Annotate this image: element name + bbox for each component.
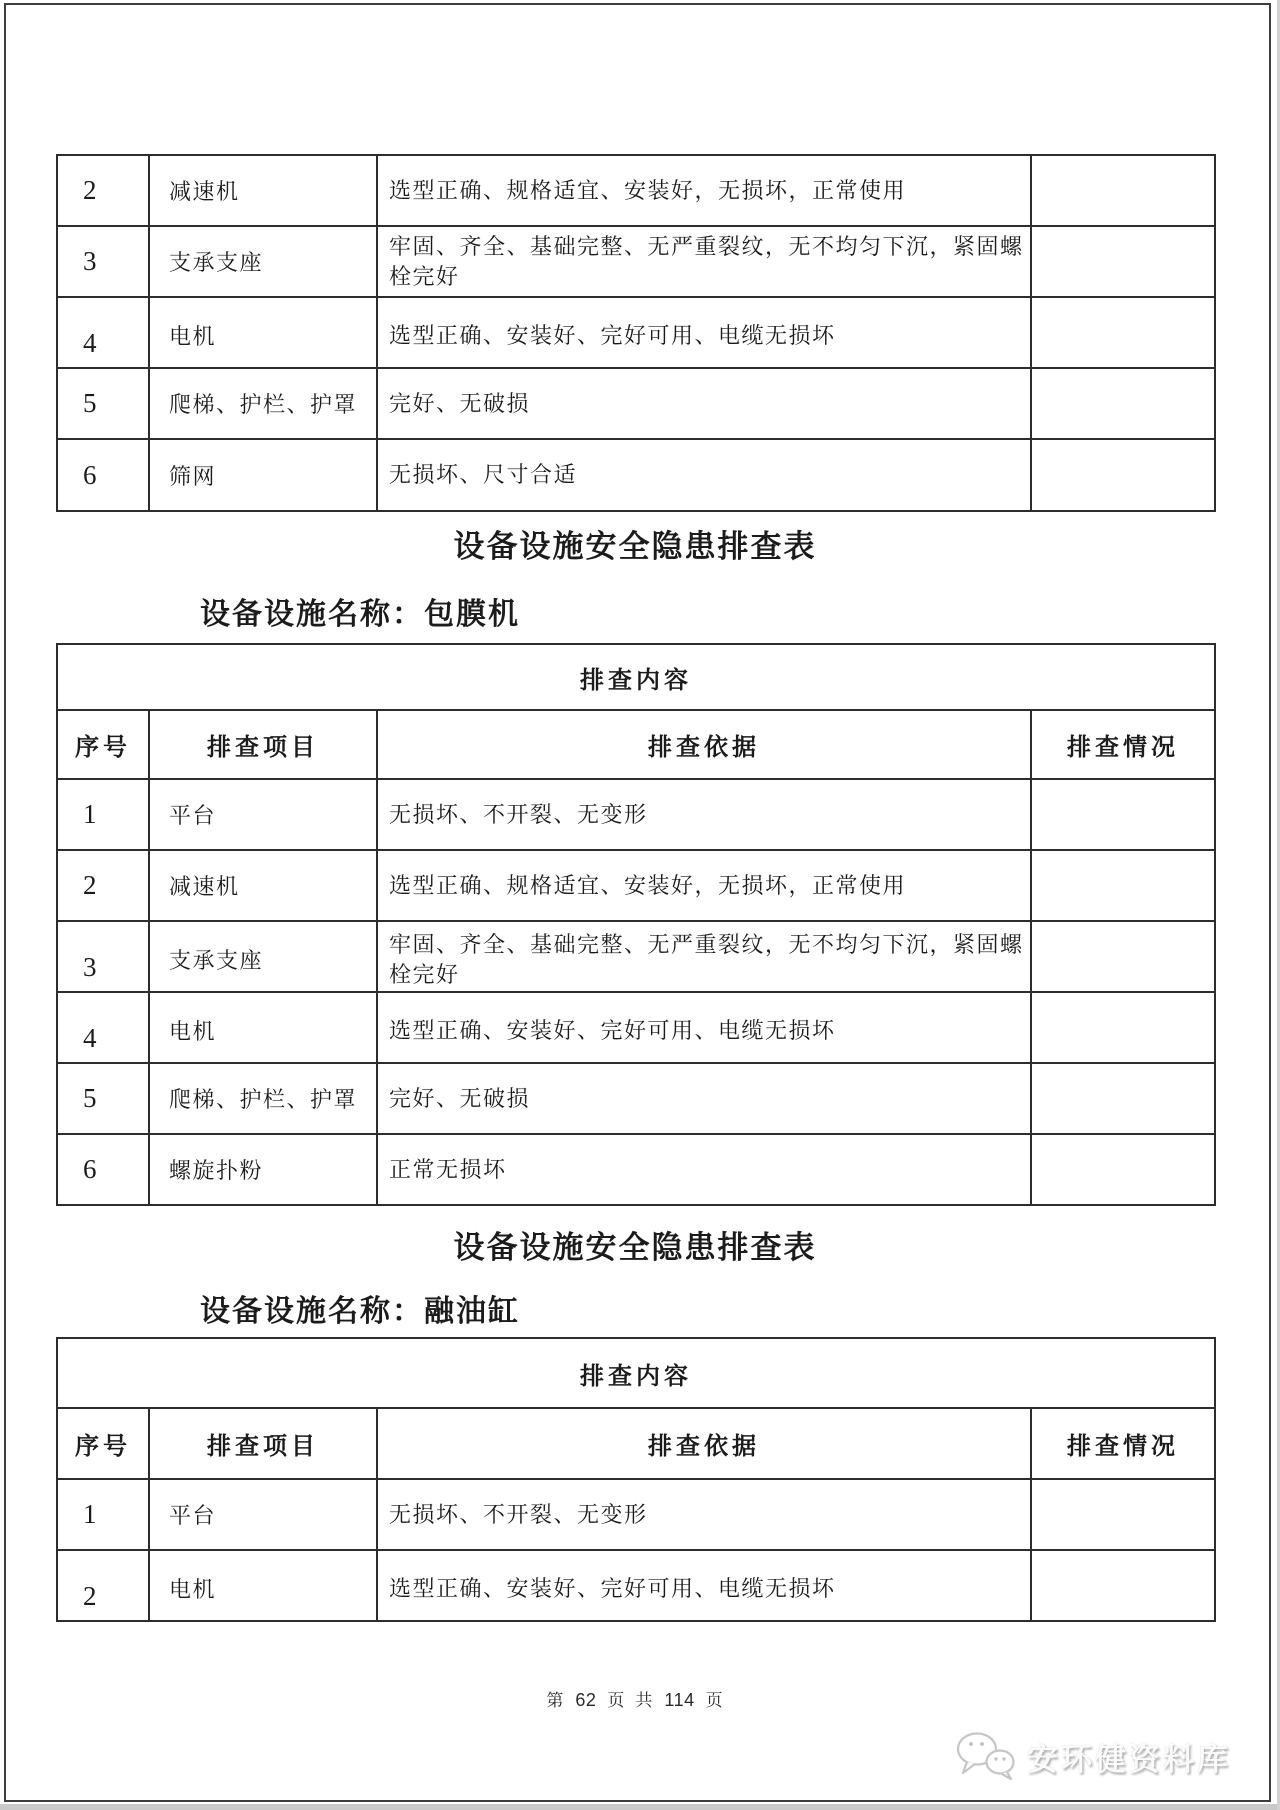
cell-basis: 选型正确、规格适宜、安装好，无损坏，正常使用 <box>377 850 1031 921</box>
watermark-text: 安环健资料库 <box>1027 1741 1231 1777</box>
table-row <box>57 368 1215 439</box>
cell-status <box>1031 992 1215 1063</box>
cell-item: 电机 <box>149 992 377 1063</box>
table-title: 设备设施安全隐患排查表 <box>453 1230 817 1265</box>
cell-status <box>1031 439 1215 511</box>
footer-label: 第 <box>546 1691 565 1710</box>
cell-no: 6 <box>57 439 149 511</box>
footer-label: 页 <box>607 1691 626 1710</box>
cell-status <box>1031 297 1215 368</box>
cell-item: 电机 <box>149 297 377 368</box>
cell-item: 爬梯、护栏、护罩 <box>149 368 377 439</box>
table-row <box>57 1134 1215 1205</box>
cell-status <box>1031 1063 1215 1134</box>
cell-item: 平台 <box>149 779 377 850</box>
cell-basis: 正常无损坏 <box>377 1134 1031 1205</box>
cell-status <box>1031 1479 1215 1550</box>
cell-basis: 完好、无破损 <box>377 1063 1031 1134</box>
cell-no: 5 <box>57 1063 149 1134</box>
table-row <box>57 1063 1215 1134</box>
footer-page-number: 62 <box>575 1690 597 1710</box>
table-merged-header-row <box>57 644 1215 710</box>
cell-basis: 选型正确、安装好、完好可用、电缆无损坏 <box>377 992 1031 1063</box>
cell-item: 螺旋扑粉 <box>149 1134 377 1205</box>
cell-no: 3 <box>57 226 149 297</box>
table-row <box>57 226 1215 297</box>
cell-no: 3 <box>57 921 149 992</box>
cell-no: 2 <box>57 155 149 226</box>
cell-basis: 选型正确、安装好、完好可用、电缆无损坏 <box>377 1550 1031 1621</box>
cell-no: 6 <box>57 1134 149 1205</box>
table-header-row <box>57 1408 1215 1479</box>
col-header-status: 排查情况 <box>1031 1408 1215 1479</box>
watermark <box>955 1731 1231 1781</box>
cell-basis: 无损坏、不开裂、无变形 <box>377 779 1031 850</box>
cell-item: 支承支座 <box>149 226 377 297</box>
rongyougang-inspection-table <box>56 1337 1216 1622</box>
baomoji-inspection-table <box>56 643 1216 1206</box>
cell-status <box>1031 226 1215 297</box>
cell-item: 减速机 <box>149 155 377 226</box>
footer-label: 共 <box>635 1691 654 1710</box>
cell-status <box>1031 368 1215 439</box>
cell-basis: 牢固、齐全、基础完整、无严重裂纹，无不均匀下沉，紧固螺栓完好 <box>377 226 1031 297</box>
cell-no: 5 <box>57 368 149 439</box>
cell-status <box>1031 779 1215 850</box>
cell-item: 电机 <box>149 1550 377 1621</box>
cell-no: 1 <box>57 1479 149 1550</box>
table-row <box>57 921 1215 992</box>
table-row <box>57 850 1215 921</box>
table-row <box>57 992 1215 1063</box>
cell-basis: 选型正确、安装好、完好可用、电缆无损坏 <box>377 297 1031 368</box>
footer-label: 页 <box>705 1691 724 1710</box>
table-row <box>57 297 1215 368</box>
table-row <box>57 1479 1215 1550</box>
cell-basis: 完好、无破损 <box>377 368 1031 439</box>
table-header-row <box>57 710 1215 779</box>
table-row <box>57 155 1215 226</box>
cell-status <box>1031 921 1215 992</box>
device-name-subtitle: 设备设施名称：包膜机 <box>200 598 520 631</box>
table-row <box>57 779 1215 850</box>
cell-status <box>1031 155 1215 226</box>
cell-basis: 无损坏、尺寸合适 <box>377 439 1031 511</box>
cell-status <box>1031 1550 1215 1621</box>
cell-basis: 牢固、齐全、基础完整、无严重裂纹，无不均匀下沉，紧固螺栓完好 <box>377 921 1031 992</box>
table-row <box>57 1550 1215 1621</box>
table-merged-header-row <box>57 1338 1215 1408</box>
col-header-basis: 排查依据 <box>377 710 1031 779</box>
cell-no: 1 <box>57 779 149 850</box>
table-row <box>57 439 1215 511</box>
cell-no: 4 <box>57 297 149 368</box>
cell-basis: 选型正确、规格适宜、安装好，无损坏，正常使用 <box>377 155 1031 226</box>
continuation-table <box>56 154 1216 512</box>
cell-no: 2 <box>57 1550 149 1621</box>
col-header-no: 序号 <box>57 710 149 779</box>
cell-status <box>1031 1134 1215 1205</box>
cell-item: 筛网 <box>149 439 377 511</box>
wechat-bubbles-icon <box>955 1731 1017 1781</box>
cell-item: 减速机 <box>149 850 377 921</box>
col-header-item: 排查项目 <box>149 1408 377 1479</box>
table-title: 设备设施安全隐患排查表 <box>453 529 817 564</box>
page-edge-bottom <box>0 1804 1280 1810</box>
cell-item: 平台 <box>149 1479 377 1550</box>
cell-status <box>1031 850 1215 921</box>
merged-header-cell: 排查内容 <box>57 1338 1215 1408</box>
cell-basis: 无损坏、不开裂、无变形 <box>377 1479 1031 1550</box>
col-header-status: 排查情况 <box>1031 710 1215 779</box>
col-header-no: 序号 <box>57 1408 149 1479</box>
col-header-item: 排查项目 <box>149 710 377 779</box>
footer-total-pages: 114 <box>664 1690 695 1710</box>
page-footer <box>56 1686 1214 1711</box>
device-name-subtitle: 设备设施名称：融油缸 <box>200 1295 520 1328</box>
col-header-basis: 排查依据 <box>377 1408 1031 1479</box>
cell-no: 4 <box>57 992 149 1063</box>
merged-header-cell: 排查内容 <box>57 644 1215 710</box>
cell-item: 支承支座 <box>149 921 377 992</box>
cell-no: 2 <box>57 850 149 921</box>
cell-item: 爬梯、护栏、护罩 <box>149 1063 377 1134</box>
